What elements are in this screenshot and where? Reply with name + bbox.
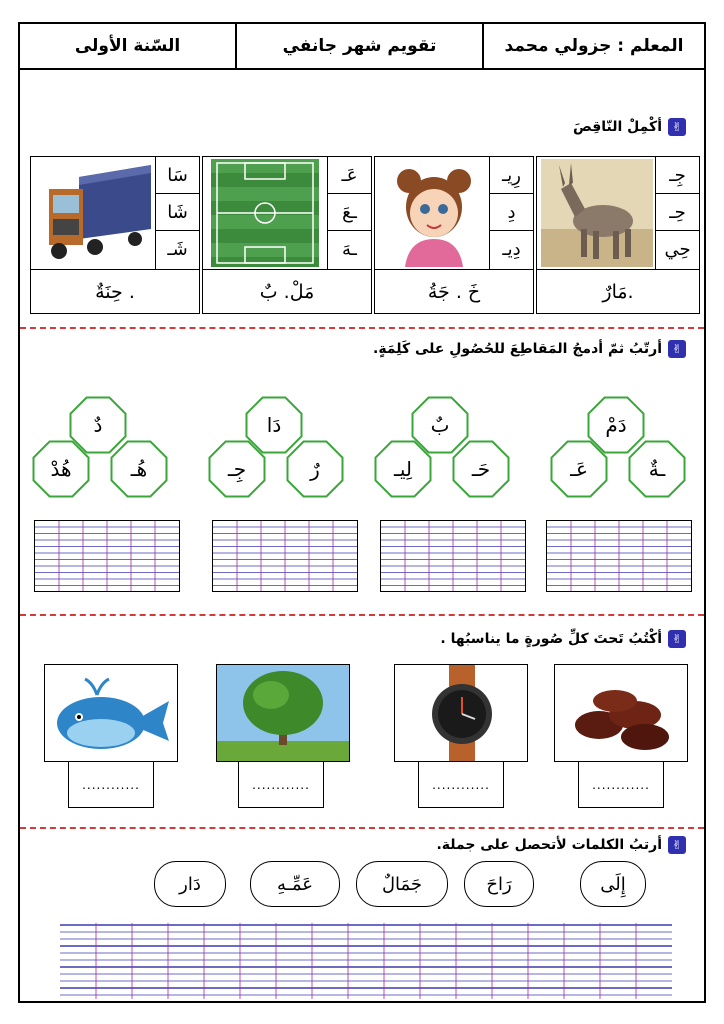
section1-title-text: أكْمِلْ النّاقِصَ: [573, 119, 662, 135]
word-blank[interactable]: .مَارٌ: [537, 269, 699, 313]
word-card[interactable]: جَمَالٌ: [356, 861, 448, 907]
syllable-text: دَمْ: [605, 413, 627, 437]
section2-title-text: أرتّبُ ثمّ أدمجُ المَقاطِعَ للحُصُولِ على كَلِمَةٍ.: [373, 341, 662, 357]
girl-options: [489, 157, 533, 269]
syllable-text: هُـ: [130, 457, 148, 481]
separator: [20, 327, 704, 329]
hand-icon: ✌: [668, 118, 686, 136]
syllable-octagon[interactable]: [374, 440, 432, 498]
option[interactable]: شَـ: [167, 239, 188, 260]
option[interactable]: سَا: [156, 157, 199, 194]
header-table: [20, 24, 704, 70]
sentence-writing-lines[interactable]: [60, 923, 672, 999]
answer-lines[interactable]: [546, 520, 692, 592]
complete-card-truck: [30, 156, 200, 314]
separator: [20, 827, 704, 829]
answer-box[interactable]: ............: [418, 762, 504, 808]
truck-options: [155, 157, 199, 269]
word-card[interactable]: دَار: [154, 861, 226, 907]
syllable-text: رٌ: [310, 457, 320, 481]
syllable-text: حَـ: [471, 457, 491, 481]
word-card[interactable]: عَمِّـهِ: [250, 861, 340, 907]
whale-image: [44, 664, 178, 762]
syllable-octagon[interactable]: [286, 440, 344, 498]
dates-image: [554, 664, 688, 762]
syllable-octagon[interactable]: [110, 440, 168, 498]
option[interactable]: رِيـ: [490, 157, 533, 194]
watch-image: [394, 664, 528, 762]
word-card[interactable]: رَاحَ: [464, 861, 534, 907]
syllable-octagon[interactable]: [628, 440, 686, 498]
evaluation-title: تقويم شهر جانفي: [235, 24, 482, 68]
field-image: [211, 159, 319, 267]
answer-lines[interactable]: [212, 520, 358, 592]
section1-title: [573, 118, 686, 136]
hand-icon: ✌: [668, 836, 686, 854]
syllable-text: عَـ: [570, 457, 588, 481]
word-blank[interactable]: مَلْ. بٌ: [203, 269, 371, 313]
option[interactable]: ـعَ: [328, 194, 371, 231]
option[interactable]: حِي: [664, 239, 691, 260]
syllable-octagon[interactable]: [452, 440, 510, 498]
complete-card-donkey: [536, 156, 700, 314]
donkey-image: [541, 159, 653, 267]
word-blank[interactable]: . حِنَةٌ: [31, 269, 199, 313]
syllable-text: ـةٌ: [648, 457, 666, 481]
syllable-text: بٌ: [430, 413, 450, 437]
girl-image: [379, 159, 489, 267]
answer-box[interactable]: ............: [68, 762, 154, 808]
option[interactable]: دِيـ: [502, 239, 521, 260]
word-card[interactable]: إِلَى: [580, 861, 646, 907]
option[interactable]: عَـ: [328, 157, 371, 194]
answer-lines[interactable]: [380, 520, 526, 592]
syllable-text: جِـ: [227, 457, 247, 481]
truck-image: [39, 159, 153, 267]
tree-image: [216, 664, 350, 762]
section4-title: [436, 836, 686, 854]
option[interactable]: حِـ: [656, 194, 699, 231]
syllable-octagon[interactable]: [32, 440, 90, 498]
answer-box[interactable]: ............: [578, 762, 664, 808]
option[interactable]: شَا: [156, 194, 199, 231]
syllable-text: هُدْ: [50, 457, 72, 481]
worksheet-page: [18, 22, 706, 1003]
section4-title-text: أرتبُ الكلمات لأتحصل على جملة.: [436, 837, 662, 853]
complete-card-girl: [374, 156, 534, 314]
class-level: السّنة الأولى: [74, 36, 181, 56]
answer-box[interactable]: ............: [238, 762, 324, 808]
hand-icon: ✌: [668, 630, 686, 648]
syllable-text: لِيـ: [394, 457, 412, 481]
section3-title-text: أكْتُبُ تَحتَ كلِّ صُورةٍ ما يناسبُها .: [440, 631, 662, 647]
option[interactable]: جِـ: [656, 157, 699, 194]
complete-card-field: [202, 156, 372, 314]
option[interactable]: ـهَ: [342, 239, 357, 260]
option[interactable]: دِ: [490, 194, 533, 231]
hand-icon: ✌: [668, 340, 686, 358]
answer-lines[interactable]: [34, 520, 180, 592]
teacher-name: المعلم : جزولي محمد: [482, 24, 704, 68]
syllable-octagon[interactable]: [208, 440, 266, 498]
syllable-text: دَا: [266, 413, 282, 437]
separator: [20, 614, 704, 616]
word-blank[interactable]: خَ . جَةُ: [375, 269, 533, 313]
section3-title: [440, 630, 686, 648]
syllable-octagon[interactable]: [550, 440, 608, 498]
field-options: [327, 157, 371, 269]
donkey-options: [655, 157, 699, 269]
section2-title: [373, 340, 686, 358]
syllable-text: دٌ: [93, 413, 103, 437]
